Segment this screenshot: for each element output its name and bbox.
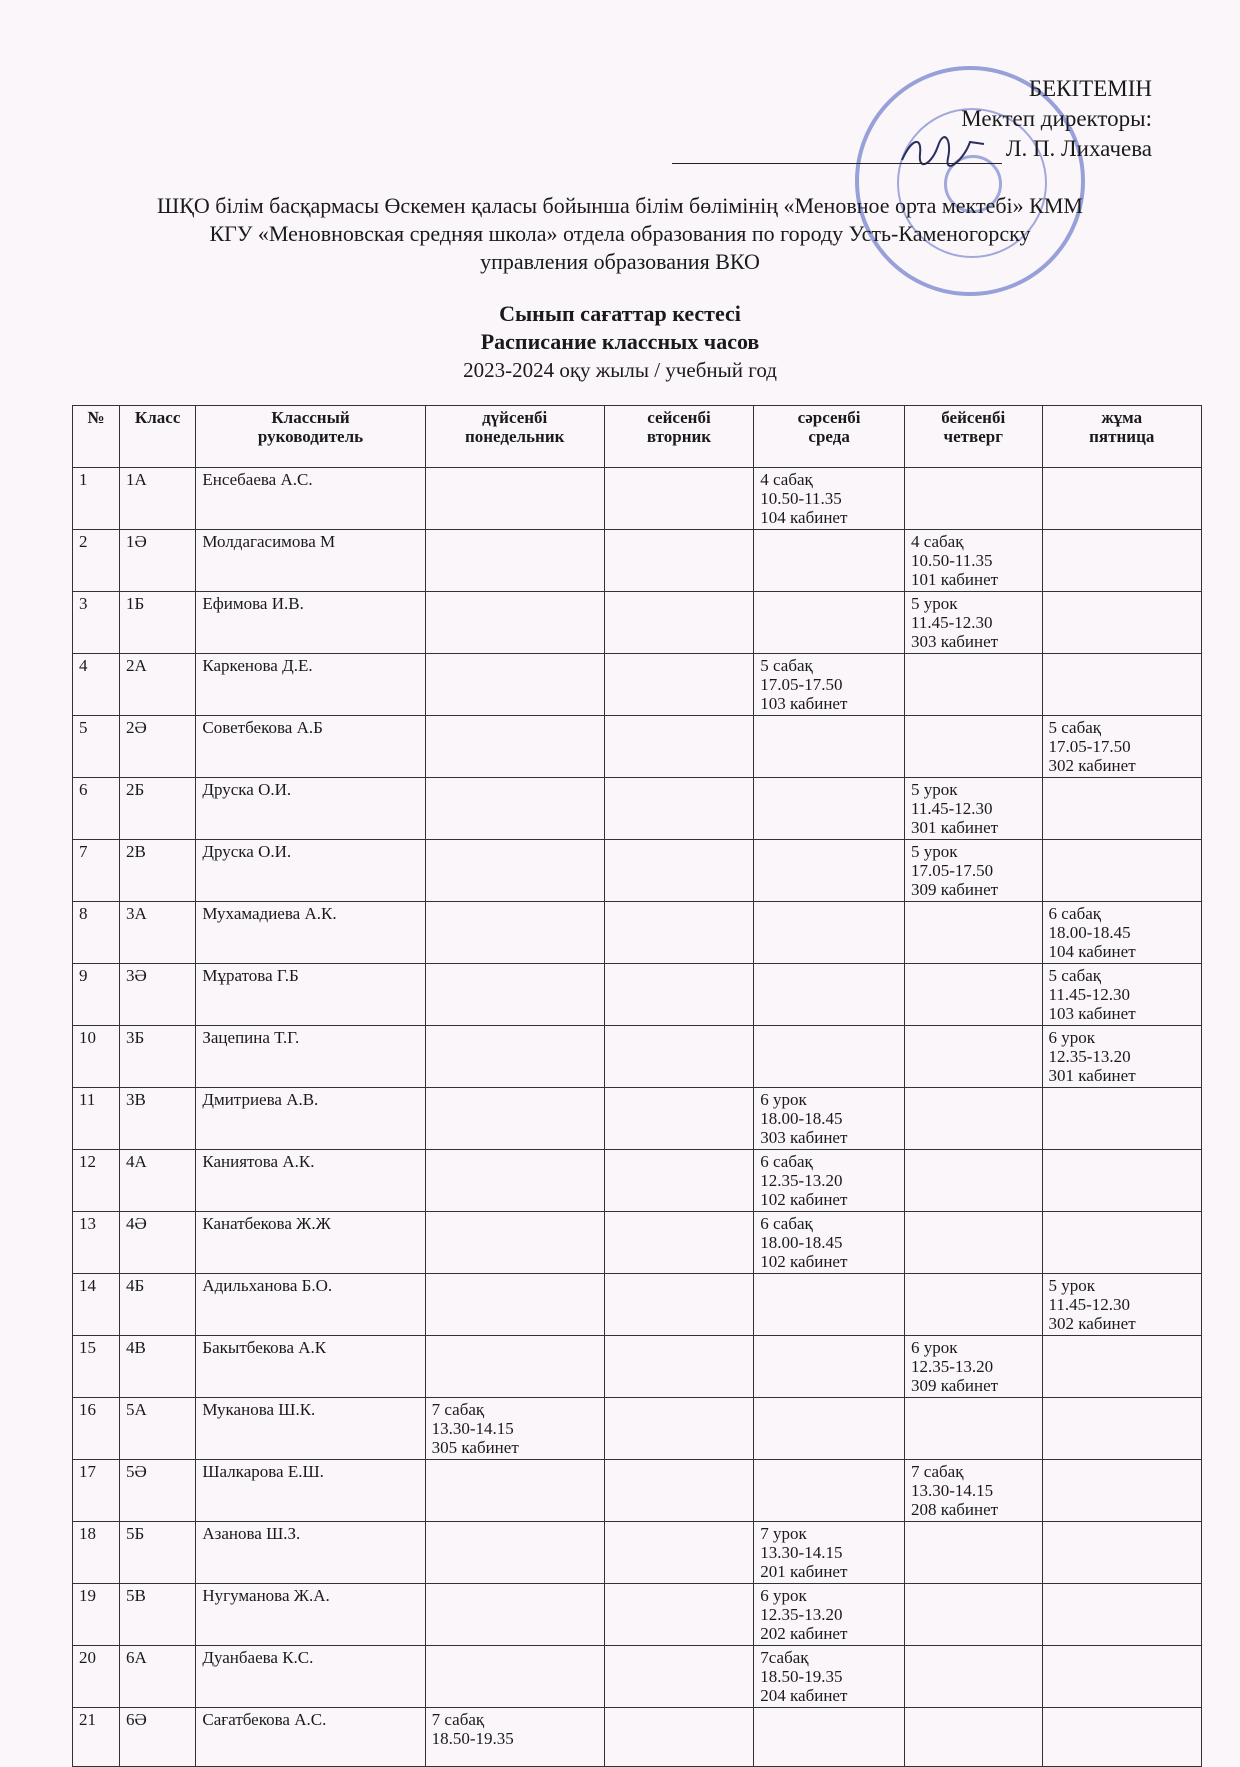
slot-friday: [1042, 1646, 1201, 1708]
slot-wednesday: [754, 530, 905, 592]
slot-lesson: 5 урок: [910, 842, 958, 861]
slot-friday: [1042, 964, 1201, 1026]
table-row: [73, 840, 1202, 902]
approval-signature-line: [592, 134, 1152, 164]
slot-thursday: [904, 1150, 1042, 1212]
row-teacher: Дуанбаева К.С.: [196, 1646, 425, 1708]
slot-room: 302 кабинет: [1048, 1314, 1136, 1333]
slot-monday: [425, 716, 604, 778]
slot-friday: [1042, 1212, 1201, 1274]
slot-room: 201 кабинет: [760, 1562, 848, 1581]
slot-room: 208 кабинет: [910, 1500, 999, 1519]
slot-room: 202 кабинет: [760, 1624, 848, 1643]
slot-time: 11.45-12.30: [910, 613, 993, 632]
row-class: 4Б: [119, 1274, 195, 1336]
slot-lesson: 4 сабақ: [910, 532, 964, 551]
slot-friday: [1042, 1398, 1201, 1460]
row-number: 3: [73, 592, 120, 654]
slot-time: 18.00-18.45: [1048, 923, 1131, 942]
row-class: 5В: [119, 1584, 195, 1646]
slot-tuesday: [604, 964, 754, 1026]
slot-friday: [1042, 1274, 1201, 1336]
slot-time: 18.00-18.45: [760, 1109, 843, 1128]
row-class: 2А: [119, 654, 195, 716]
slot-lesson: 7сабақ: [760, 1648, 809, 1667]
table-row: [73, 1460, 1202, 1522]
slot-lesson: 6 урок: [760, 1586, 807, 1605]
row-class: 3В: [119, 1088, 195, 1150]
slot-thursday: [904, 530, 1042, 592]
slot-tuesday: [604, 1460, 754, 1522]
title-kz: Сынып сағаттар кестесі: [499, 301, 741, 326]
slot-monday: [425, 654, 604, 716]
slot-thursday: [904, 468, 1042, 530]
slot-friday: [1042, 1584, 1201, 1646]
slot-friday: [1042, 592, 1201, 654]
slot-room: 204 кабинет: [760, 1686, 848, 1705]
row-number: 15: [73, 1336, 120, 1398]
header-class: Класс: [119, 406, 195, 468]
row-teacher: Шалкарова Е.Ш.: [196, 1460, 425, 1522]
slot-wednesday: [754, 1088, 905, 1150]
slot-time: 13.30-14.15: [760, 1543, 843, 1562]
slot-room: 101 кабинет: [910, 570, 999, 589]
table-row: [73, 1398, 1202, 1460]
slot-time: 18.00-18.45: [760, 1233, 843, 1252]
slot-lesson: 6 сабақ: [1048, 904, 1102, 923]
slot-wednesday: [754, 1460, 905, 1522]
table-row: [73, 1026, 1202, 1088]
slot-friday: [1042, 1026, 1201, 1088]
slot-tuesday: [604, 716, 754, 778]
slot-lesson: 5 урок: [910, 594, 958, 613]
row-teacher: Молдагасимова М: [196, 530, 425, 592]
approval-name: Л. П. Лихачева: [1005, 136, 1152, 161]
slot-time: 11.45-12.30: [1048, 985, 1131, 1004]
slot-thursday: [904, 840, 1042, 902]
slot-monday: [425, 1212, 604, 1274]
slot-monday: [425, 778, 604, 840]
row-teacher: Мұратова Г.Б: [196, 964, 425, 1026]
slot-monday: [425, 1460, 604, 1522]
slot-wednesday: [754, 840, 905, 902]
row-class: 4Ә: [119, 1212, 195, 1274]
slot-thursday: [904, 1584, 1042, 1646]
slot-lesson: 7 сабақ: [910, 1462, 964, 1481]
slot-wednesday: [754, 1150, 905, 1212]
slot-wednesday: [754, 1398, 905, 1460]
slot-monday: [425, 530, 604, 592]
row-number: 13: [73, 1212, 120, 1274]
slot-time: 12.35-13.20: [1048, 1047, 1131, 1066]
row-teacher: Муканова Ш.К.: [196, 1398, 425, 1460]
row-class: 1А: [119, 468, 195, 530]
row-number: 2: [73, 530, 120, 592]
row-number: 21: [73, 1708, 120, 1767]
slot-thursday: [904, 716, 1042, 778]
slot-thursday: [904, 1212, 1042, 1274]
row-teacher: Енсебаева А.С.: [196, 468, 425, 530]
table-row: [73, 1088, 1202, 1150]
slot-thursday: [904, 592, 1042, 654]
row-class: 4А: [119, 1150, 195, 1212]
row-number: 6: [73, 778, 120, 840]
slot-friday: [1042, 1460, 1201, 1522]
row-teacher: Каниятова А.К.: [196, 1150, 425, 1212]
slot-time: 13.30-14.15: [431, 1419, 514, 1438]
slot-friday: [1042, 654, 1201, 716]
slot-wednesday: [754, 902, 905, 964]
slot-wednesday: [754, 654, 905, 716]
slot-friday: [1042, 840, 1201, 902]
slot-friday: [1042, 1708, 1201, 1767]
row-number: 17: [73, 1460, 120, 1522]
slot-monday: [425, 1584, 604, 1646]
row-teacher: Советбекова А.Б: [196, 716, 425, 778]
slot-tuesday: [604, 778, 754, 840]
row-class: 1Ә: [119, 530, 195, 592]
row-teacher: Адильханова Б.О.: [196, 1274, 425, 1336]
row-teacher: Каркенова Д.Е.: [196, 654, 425, 716]
table-row: [73, 468, 1202, 530]
slot-lesson: 5 сабақ: [1048, 966, 1102, 985]
row-number: 5: [73, 716, 120, 778]
header-num: №: [73, 406, 120, 468]
slot-wednesday: [754, 1336, 905, 1398]
slot-tuesday: [604, 1398, 754, 1460]
slot-thursday: [904, 1336, 1042, 1398]
slot-wednesday: [754, 1522, 905, 1584]
table-row: [73, 1646, 1202, 1708]
slot-lesson: 7 сабақ: [431, 1710, 485, 1729]
slot-friday: [1042, 468, 1201, 530]
slot-time: 11.45-12.30: [910, 799, 993, 818]
slot-tuesday: [604, 654, 754, 716]
row-class: 6Ә: [119, 1708, 195, 1767]
header-friday: жұма пятница: [1042, 406, 1201, 468]
approval-position: Мектеп директоры:: [961, 106, 1152, 131]
slot-lesson: 5 сабақ: [1048, 718, 1102, 737]
slot-friday: [1042, 716, 1201, 778]
slot-thursday: [904, 1398, 1042, 1460]
slot-room: 309 кабинет: [910, 880, 999, 899]
row-teacher: Бакытбекова А.К: [196, 1336, 425, 1398]
slot-room: 302 кабинет: [1048, 756, 1136, 775]
row-class: 3Ә: [119, 964, 195, 1026]
header-line-ru: КГУ «Меновновская средняя школа» отдела образования по городу Усть-Каменогорску: [209, 221, 1031, 246]
slot-monday: [425, 1336, 604, 1398]
row-teacher: Ефимова И.В.: [196, 592, 425, 654]
slot-time: 12.35-13.20: [760, 1605, 843, 1624]
slot-lesson: 6 урок: [910, 1338, 958, 1357]
row-number: 8: [73, 902, 120, 964]
slot-friday: [1042, 902, 1201, 964]
row-number: 18: [73, 1522, 120, 1584]
document-header: [0, 192, 1240, 276]
slot-wednesday: [754, 716, 905, 778]
slot-monday: [425, 1026, 604, 1088]
row-number: 9: [73, 964, 120, 1026]
slot-wednesday: [754, 1026, 905, 1088]
header-thursday: бейсенбі четверг: [904, 406, 1042, 468]
slot-thursday: [904, 1460, 1042, 1522]
slot-thursday: [904, 1088, 1042, 1150]
slot-lesson: 7 сабақ: [431, 1400, 485, 1419]
approval-title: БЕКІТЕМІН: [1028, 76, 1152, 101]
slot-thursday: [904, 654, 1042, 716]
slot-room: 104 кабинет: [1048, 942, 1136, 961]
table-row: [73, 654, 1202, 716]
slot-tuesday: [604, 1026, 754, 1088]
slot-tuesday: [604, 902, 754, 964]
slot-wednesday: [754, 1274, 905, 1336]
slot-monday: [425, 1150, 604, 1212]
slot-wednesday: [754, 1708, 905, 1767]
slot-wednesday: [754, 1646, 905, 1708]
slot-tuesday: [604, 592, 754, 654]
row-number: 20: [73, 1646, 120, 1708]
slot-room: 103 кабинет: [1048, 1004, 1136, 1023]
slot-room: 303 кабинет: [910, 632, 999, 651]
table-row: [73, 902, 1202, 964]
slot-monday: [425, 964, 604, 1026]
table-row: [73, 1708, 1202, 1767]
slot-time: 10.50-11.35: [760, 489, 842, 508]
slot-monday: [425, 468, 604, 530]
slot-lesson: 7 урок: [760, 1524, 807, 1543]
approval-block: [592, 74, 1152, 164]
row-number: 4: [73, 654, 120, 716]
slot-room: 102 кабинет: [760, 1190, 848, 1209]
slot-lesson: 6 сабақ: [760, 1152, 813, 1171]
table-header-row: [73, 406, 1202, 468]
slot-time: 18.50-19.35: [431, 1729, 514, 1748]
slot-monday: [425, 592, 604, 654]
table-row: [73, 1336, 1202, 1398]
schedule-table: [72, 405, 1202, 1767]
header-monday: дүйсенбі понедельник: [425, 406, 604, 468]
slot-friday: [1042, 1150, 1201, 1212]
slot-tuesday: [604, 1584, 754, 1646]
slot-tuesday: [604, 468, 754, 530]
slot-friday: [1042, 1088, 1201, 1150]
slot-tuesday: [604, 1646, 754, 1708]
row-class: 2В: [119, 840, 195, 902]
header-line-ru-2: управления образования ВКО: [480, 249, 760, 274]
row-number: 19: [73, 1584, 120, 1646]
slot-time: 17.05-17.50: [910, 861, 994, 880]
row-teacher: Канатбекова Ж.Ж: [196, 1212, 425, 1274]
slot-lesson: 4 сабақ: [760, 470, 813, 489]
slot-time: 17.05-17.50: [760, 675, 843, 694]
slot-friday: [1042, 530, 1201, 592]
row-class: 3Б: [119, 1026, 195, 1088]
slot-friday: [1042, 1522, 1201, 1584]
slot-monday: [425, 1398, 604, 1460]
slot-time: 13.30-14.15: [910, 1481, 994, 1500]
row-class: 3А: [119, 902, 195, 964]
row-teacher: Сағатбекова А.С.: [196, 1708, 425, 1767]
row-class: 1Б: [119, 592, 195, 654]
slot-thursday: [904, 1026, 1042, 1088]
schedule-body: [73, 468, 1202, 1767]
row-class: 2Б: [119, 778, 195, 840]
row-number: 1: [73, 468, 120, 530]
slot-thursday: [904, 1522, 1042, 1584]
slot-room: 301 кабинет: [1048, 1066, 1136, 1085]
slot-monday: [425, 1708, 604, 1767]
table-row: [73, 592, 1202, 654]
slot-monday: [425, 1088, 604, 1150]
slot-wednesday: [754, 778, 905, 840]
row-class: 5Ә: [119, 1460, 195, 1522]
slot-thursday: [904, 778, 1042, 840]
slot-time: 17.05-17.50: [1048, 737, 1131, 756]
signature-line: [672, 139, 1002, 164]
table-row: [73, 530, 1202, 592]
table-row: [73, 716, 1202, 778]
title-ru: Расписание классных часов: [480, 329, 760, 354]
slot-tuesday: [604, 1212, 754, 1274]
slot-tuesday: [604, 1088, 754, 1150]
slot-tuesday: [604, 1708, 754, 1767]
slot-monday: [425, 840, 604, 902]
slot-lesson: 5 сабақ: [760, 656, 813, 675]
header-wednesday: сәрсенбі среда: [754, 406, 905, 468]
table-row: [73, 1212, 1202, 1274]
slot-lesson: 6 урок: [1048, 1028, 1096, 1047]
slot-wednesday: [754, 592, 905, 654]
row-number: 10: [73, 1026, 120, 1088]
table-row: [73, 1150, 1202, 1212]
slot-room: 103 кабинет: [760, 694, 848, 713]
row-class: 6А: [119, 1646, 195, 1708]
slot-time: 18.50-19.35: [760, 1667, 843, 1686]
slot-wednesday: [754, 468, 905, 530]
row-number: 14: [73, 1274, 120, 1336]
slot-room: 303 кабинет: [760, 1128, 848, 1147]
slot-tuesday: [604, 1336, 754, 1398]
slot-lesson: 5 урок: [1048, 1276, 1096, 1295]
slot-room: 301 кабинет: [910, 818, 999, 837]
table-row: [73, 964, 1202, 1026]
row-class: 5А: [119, 1398, 195, 1460]
slot-lesson: 6 сабақ: [760, 1214, 813, 1233]
row-teacher: Нугуманова Ж.А.: [196, 1584, 425, 1646]
slot-time: 12.35-13.20: [910, 1357, 994, 1376]
table-row: [73, 1522, 1202, 1584]
row-number: 16: [73, 1398, 120, 1460]
slot-thursday: [904, 1274, 1042, 1336]
slot-time: 11.45-12.30: [1048, 1295, 1131, 1314]
table-row: [73, 778, 1202, 840]
slot-wednesday: [754, 1584, 905, 1646]
slot-tuesday: [604, 1522, 754, 1584]
slot-monday: [425, 1522, 604, 1584]
slot-thursday: [904, 1646, 1042, 1708]
table-row: [73, 1274, 1202, 1336]
row-number: 7: [73, 840, 120, 902]
row-class: 2Ә: [119, 716, 195, 778]
row-class: 5Б: [119, 1522, 195, 1584]
slot-room: 305 кабинет: [431, 1438, 519, 1457]
slot-lesson: 5 урок: [910, 780, 958, 799]
slot-monday: [425, 1646, 604, 1708]
slot-time: 12.35-13.20: [760, 1171, 843, 1190]
slot-friday: [1042, 778, 1201, 840]
slot-thursday: [904, 902, 1042, 964]
header-teacher: Классный руководитель: [196, 406, 425, 468]
row-teacher: Азанова Ш.З.: [196, 1522, 425, 1584]
row-teacher: Друска О.И.: [196, 840, 425, 902]
slot-tuesday: [604, 1274, 754, 1336]
slot-monday: [425, 1274, 604, 1336]
header-tuesday: сейсенбі вторник: [604, 406, 754, 468]
row-teacher: Мухамадиева А.К.: [196, 902, 425, 964]
slot-tuesday: [604, 840, 754, 902]
slot-lesson: 6 урок: [760, 1090, 807, 1109]
row-class: 4В: [119, 1336, 195, 1398]
row-teacher: Друска О.И.: [196, 778, 425, 840]
slot-thursday: [904, 1708, 1042, 1767]
academic-year: 2023-2024 оқу жылы / учебный год: [463, 358, 777, 382]
slot-time: 10.50-11.35: [910, 551, 993, 570]
row-teacher: Зацепина Т.Г.: [196, 1026, 425, 1088]
slot-tuesday: [604, 530, 754, 592]
row-number: 11: [73, 1088, 120, 1150]
slot-room: 309 кабинет: [910, 1376, 999, 1395]
row-teacher: Дмитриева А.В.: [196, 1088, 425, 1150]
slot-room: 102 кабинет: [760, 1252, 848, 1271]
document-titles: [0, 300, 1240, 384]
slot-wednesday: [754, 1212, 905, 1274]
header-line-kz: ШҚО білім басқармасы Өскемен қаласы бойынша білім бөлімінің «Меновное орта мектебі» КММ: [157, 193, 1083, 218]
slot-tuesday: [604, 1150, 754, 1212]
slot-room: 104 кабинет: [760, 508, 848, 527]
row-number: 12: [73, 1150, 120, 1212]
table-row: [73, 1584, 1202, 1646]
slot-thursday: [904, 964, 1042, 1026]
slot-friday: [1042, 1336, 1201, 1398]
slot-wednesday: [754, 964, 905, 1026]
slot-monday: [425, 902, 604, 964]
